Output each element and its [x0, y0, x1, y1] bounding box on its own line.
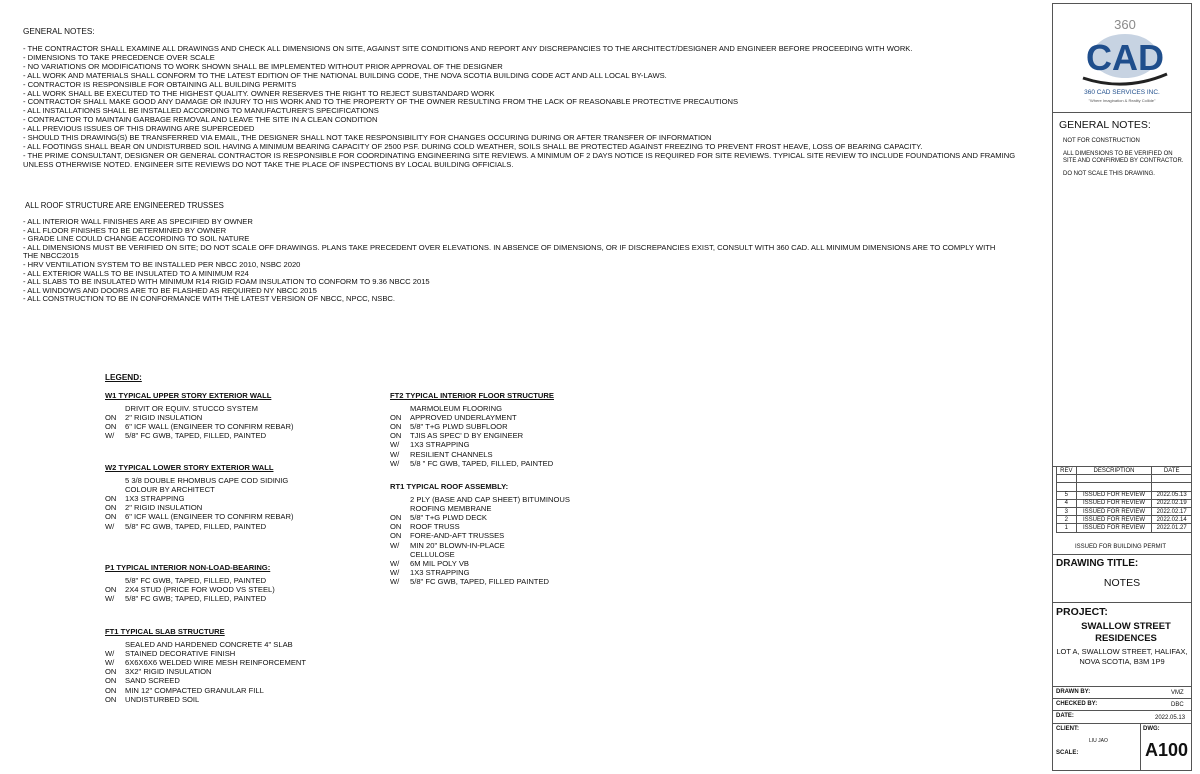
revision-row: [1057, 524, 1192, 532]
legend-w2: [105, 463, 294, 531]
legend-prefix: ON: [390, 413, 402, 423]
legend-text: 5 3/8 DOUBLE RHOMBUS CAPE COD SIDINIG: [125, 476, 289, 486]
legend-row: [105, 667, 306, 676]
legend-row: [390, 531, 570, 540]
drawing-title: NOTES: [1103, 577, 1141, 589]
legend-ft1: [105, 627, 306, 704]
legend-prefix: ON: [105, 685, 117, 695]
legend-row: [105, 404, 294, 413]
drawn-by-value: VMZ: [1171, 690, 1184, 696]
general-note-line: - ALL PREVIOUS ISSUES OF THIS DRAWING ARE SUPERCEDED: [23, 124, 255, 134]
general-note-line: - THE CONTRACTOR SHALL EXAMINE ALL DRAWINGS AND CHECK ALL DIMENSIONS ON SITE, AGAINST SITE CONDITIONS AND REPORT ANY DISCREPANCIES TO THE ARCHITECT/DESIGNER AND ENGINEER BEFORE PROCEEDING WITH WORK.: [23, 44, 913, 53]
legend-title: LEGEND:: [105, 373, 142, 382]
legend-prefix: W/: [390, 567, 400, 577]
legend-prefix: [105, 640, 125, 649]
legend-text: 2 PLY (BASE AND CAP SHEET) BITUMINOUS: [410, 495, 570, 505]
revision-cell: 2022.02.19: [1152, 499, 1192, 507]
general-notes-list: [23, 45, 1033, 170]
legend-prefix: W/: [390, 458, 400, 468]
legend-text: 6X6X6X6 WELDED WIRE MESH REINFORCEMENT: [125, 658, 307, 668]
logo-360-text: 360: [1114, 17, 1136, 32]
legend-prefix: W/: [390, 576, 400, 586]
legend-row: [105, 503, 294, 512]
legend-row: [390, 568, 570, 577]
legend-row: [105, 658, 306, 667]
dwg-label: DWG:: [1143, 726, 1160, 732]
legend-row: [105, 485, 294, 494]
legend-text: MARMOLEUM FLOORING: [410, 404, 502, 414]
tb-note: DO NOT SCALE THIS DRAWING.: [1063, 171, 1155, 177]
legend-heading: P1 TYPICAL INTERIOR NON-LOAD-BEARING:: [105, 563, 271, 572]
legend-prefix: ON: [105, 503, 117, 513]
client-value: LIU JAO: [1089, 738, 1108, 744]
general-note-line: - DIMENSIONS TO TAKE PRECEDENCE OVER SCALE: [23, 52, 215, 62]
roof-structure-note: ALL ROOF STRUCTURE ARE ENGINEERED TRUSSES: [25, 201, 224, 210]
legend-heading: FT1 TYPICAL SLAB STRUCTURE: [105, 627, 225, 636]
legend-row: [105, 594, 275, 603]
legend-prefix: [390, 550, 410, 559]
legend-prefix: [390, 504, 410, 513]
legend-row: [105, 476, 294, 485]
legend-row: [105, 522, 294, 531]
legend-text: 5/8" T+G PLWD SUBFLOOR: [410, 422, 508, 432]
legend-prefix: ON: [390, 513, 402, 523]
legend-heading: W1 TYPICAL UPPER STORY EXTERIOR WALL: [105, 391, 272, 400]
legend-heading: W2 TYPICAL LOWER STORY EXTERIOR WALL: [105, 463, 274, 472]
legend-text: 5/8" FC GWB, TAPED, FILLED, PAINTED: [125, 431, 267, 441]
legend-text: MIN 12" COMPACTED GRANULAR FILL: [125, 685, 264, 695]
legend-prefix: ON: [105, 422, 117, 432]
legend-row: [105, 413, 294, 422]
legend-text: ROOFING MEMBRANE: [410, 504, 492, 514]
tb-general-notes-title: GENERAL NOTES:: [1059, 119, 1151, 131]
revision-cell: 1: [1057, 524, 1077, 532]
logo-cad-text: CAD: [1086, 37, 1164, 78]
legend-text: 5/8" FC GWB, TAPED, FILLED, PAINTED: [125, 521, 267, 531]
legend-prefix: W/: [390, 558, 400, 568]
note-line: - GRADE LINE COULD CHANGE ACCORDING TO SOIL NATURE: [23, 234, 250, 244]
general-note-line: - ALL WORK AND MATERIALS SHALL CONFORM TO THE LATEST EDITION OF THE NATIONAL BUILDING CODE, THE NOVA SCOTIA BUILDING CODE ACT AND ALL LOCAL BY-LAWS.: [23, 70, 667, 80]
rev-header-cell: REV: [1057, 467, 1077, 475]
legend-row: [105, 512, 294, 521]
legend-prefix: ON: [105, 585, 117, 595]
general-note-line: - ALL WORK SHALL BE EXECUTED TO THE HIGHEST QUALITY. OWNER RESERVES THE RIGHT TO REJECT SUBSTANDARD WORK: [23, 88, 495, 98]
legend-ft2: [390, 391, 554, 468]
dwg-number: A100: [1145, 740, 1189, 760]
legend-text: 5/8" FC GWB; TAPED, FILLED, PAINTED: [125, 594, 267, 604]
revision-cell: 2022.01.27: [1152, 524, 1192, 532]
legend-w1: [105, 391, 294, 440]
legend-prefix: ON: [105, 694, 117, 704]
project-label: PROJECT:: [1056, 606, 1108, 618]
title-block: [1052, 3, 1192, 771]
revision-row: [1057, 491, 1192, 499]
legend-row: [105, 640, 306, 649]
legend-heading: FT2 TYPICAL INTERIOR FLOOR STRUCTURE: [390, 391, 554, 400]
legend-prefix: [390, 495, 410, 504]
legend-text: 5/8" T+G PLWD DECK: [410, 513, 487, 523]
legend-prefix: W/: [105, 649, 115, 659]
date-label: DATE:: [1056, 713, 1074, 719]
legend-prefix: ON: [390, 531, 402, 541]
legend-text: 1X3 STRAPPING: [410, 440, 470, 450]
general-note-line: - CONTRACTOR IS RESPONSIBLE FOR OBTAINING ALL BUILDING PERMITS: [23, 79, 297, 89]
legend-text: FORE-AND-AFT TRUSSES: [410, 531, 505, 541]
legend-row: [390, 504, 570, 513]
legend-text: 1X3 STRAPPING: [125, 494, 185, 504]
note-line: - HRV VENTILATION SYSTEM TO BE INSTALLED PER NBCC 2010, NSBC 2020: [23, 259, 301, 269]
title-block-general-notes: [1053, 114, 1191, 467]
legend-prefix: [390, 404, 410, 413]
legend-text: 1X3 STRAPPING: [410, 567, 470, 577]
legend-row: [390, 577, 570, 586]
legend-prefix: [105, 485, 125, 494]
legend-prefix: ON: [105, 413, 117, 423]
legend-row: [105, 576, 275, 585]
legend-prefix: ON: [105, 676, 117, 686]
drawing-title-label: DRAWING TITLE:: [1056, 558, 1139, 569]
general-notes-heading: GENERAL NOTES:: [23, 27, 95, 36]
legend-text: 2X4 STUD (PRICE FOR WOOD VS STEEL): [125, 585, 275, 595]
scale-label: SCALE:: [1056, 750, 1079, 756]
legend-row: [390, 522, 570, 531]
legend-row: [105, 686, 306, 695]
revision-row: [1057, 507, 1192, 515]
note-line: - ALL CONSTRUCTION TO BE IN CONFORMANCE WITH THE LATEST VERSION OF NBCC, NPCC, NSBC.: [23, 294, 395, 304]
revision-cell: ISSUED FOR REVIEW: [1076, 499, 1152, 507]
legend-text: 5/8" FC GWB, TAPED, FILLED, PAINTED: [125, 576, 267, 586]
general-note-line: - ALL FOOTINGS SHALL BEAR ON UNDISTURBED SOIL HAVING A MINIMUM BEARING CAPACITY OF 2500 PSF. DURING COLD WEATHER, SOILS SHALL BE PROTECTED AGAINST FREEZING TO PREVENT FROST HEAVE, LOSS OF BEARING CAPACITY.: [23, 141, 923, 151]
legend-row: [105, 585, 275, 594]
legend-text: CELLULOSE: [410, 549, 455, 559]
legend-row: [105, 494, 294, 503]
legend-prefix: ON: [390, 522, 402, 532]
legend-row: [105, 649, 306, 658]
legend-text: COLOUR BY ARCHITECT: [125, 485, 215, 495]
legend-text: UNDISTURBED SOIL: [125, 694, 200, 704]
legend-text: 6" ICF WALL (ENGINEER TO CONFIRM REBAR): [125, 422, 294, 432]
revision-cell: ISSUED FOR REVIEW: [1076, 516, 1152, 524]
legend-row: [105, 431, 294, 440]
date-value: 2022.05.13: [1155, 715, 1186, 721]
company-logo: [1053, 4, 1191, 113]
revision-cell: ISSUED FOR REVIEW: [1076, 524, 1152, 532]
checked-by-label: CHECKED BY:: [1056, 701, 1098, 707]
legend-prefix: ON: [105, 667, 117, 677]
general-note-line: - CONTRACTOR SHALL MAKE GOOD ANY DAMAGE OR INJURY TO HIS WORK AND TO THE PROPERTY OF THE OWNER RESULTING FROM THE LACK OF REASONABLE PROTECTIVE PRECAUTIONS: [23, 97, 739, 107]
general-note-line: - ALL INSTALLATIONS SHALL BE INSTALLED ACCORDING TO MANUFACTURER'S SPECIFICATIONS: [23, 106, 379, 116]
revision-table: [1056, 466, 1192, 533]
revision-cell: 2022.02.14: [1152, 516, 1192, 524]
legend-prefix: W/: [390, 540, 400, 550]
legend-heading: RT1 TYPICAL ROOF ASSEMBLY:: [390, 482, 509, 491]
legend-text: 3X2" RIGID INSULATION: [125, 667, 212, 677]
rev-header-cell: DESCRIPTION: [1076, 467, 1152, 475]
legend-text: 5/8 " FC GWB, TAPED, FILLED, PAINTED: [410, 458, 554, 468]
tb-note: ALL DIMENSIONS TO BE VERIFIED ON SITE AND CONFIRMED BY CONTRACTOR.: [1063, 151, 1184, 164]
project-name: SWALLOW STREET RESIDENCES: [1081, 621, 1171, 644]
legend-prefix: W/: [105, 594, 115, 604]
legend-text: SAND SCREED: [125, 676, 180, 686]
revision-row: [1057, 499, 1192, 507]
legend-row: [105, 422, 294, 431]
revision-cell: 2: [1057, 516, 1077, 524]
legend-prefix: [105, 576, 125, 585]
legend-row: [390, 450, 554, 459]
legend-text: 6M MIL POLY VB: [410, 558, 469, 568]
revision-cell: 2022.02.17: [1152, 507, 1192, 515]
legend-text: RESILIENT CHANNELS: [410, 449, 493, 459]
legend-text: 2" RIGID INSULATION: [125, 413, 203, 423]
company-name: 360 CAD SERVICES INC.: [1084, 89, 1160, 96]
legend-text: 5/8" FC GWB, TAPED, FILLED PAINTED: [410, 576, 549, 586]
company-tagline: "Where Imagination & Reality Collide": [1088, 98, 1156, 103]
note-line: - ALL SLABS TO BE INSULATED WITH MINIMUM R14 RIGID FOAM INSULATION TO CONFORM TO 9.36 NBCC 2015: [23, 277, 430, 287]
legend-text: DRIVIT OR EQUIV. STUCCO SYSTEM: [125, 404, 258, 414]
additional-notes-list: [23, 218, 1008, 304]
legend-prefix: [105, 404, 125, 413]
revision-cell: 2022.05.13: [1152, 491, 1192, 499]
legend-prefix: W/: [390, 440, 400, 450]
revision-cell: ISSUED FOR REVIEW: [1076, 491, 1152, 499]
legend-row: [105, 695, 306, 704]
legend-row: [390, 413, 554, 422]
legend-text: SEALED AND HARDENED CONCRETE 4" SLAB: [125, 640, 293, 650]
revision-cell: 5: [1057, 491, 1077, 499]
note-line: - ALL INTERIOR WALL FINISHES ARE AS SPECIFIED BY OWNER: [23, 217, 253, 226]
general-note-line: - THE PRIME CONSULTANT, DESIGNER OR GENERAL CONTRACTOR IS RESPONSIBLE FOR COORDINATING ENGINEERING SITE REVIEWS. A MINIMUM OF 2 DAYS NOTICE IS REQUIRED FOR SITE REVIEWS. TYPICAL SITE REVIEW TO INCLUDE FOUNDATIONS AND FRAMING UNLESS OTHERWISE NOTED. ENGINEER SITE REVIEWS DO NOT TAKE THE PLACE OF INSPECTIONS BY LOCAL BUILDING OFFICIALS.: [23, 150, 1016, 169]
legend-prefix: ON: [105, 512, 117, 522]
tb-note: NOT FOR CONSTRUCTION: [1063, 138, 1140, 144]
general-note-line: - NO VARIATIONS OR MODIFICATIONS TO WORK SHOWN SHALL BE IMPLEMENTED WITHOUT PRIOR APPROVAL OF THE DESIGNER: [23, 61, 503, 71]
general-note-line: - CONTRACTOR TO MAINTAIN GARBAGE REMOVAL AND LEAVE THE SITE IN A CLEAN CONDITION: [23, 115, 378, 125]
legend-prefix: W/: [390, 449, 400, 459]
legend-row: [390, 404, 554, 413]
project-address: LOT A, SWALLOW STREET, HALIFAX, NOVA SCOTIA, B3M 1P9: [1056, 647, 1188, 666]
legend-row: [390, 440, 554, 449]
legend-prefix: W/: [105, 431, 115, 441]
legend-text: MIN 20" BLOWN-IN-PLACE: [410, 540, 505, 550]
legend-prefix: ON: [390, 431, 402, 441]
legend-row: [390, 513, 570, 522]
legend-row: [390, 422, 554, 431]
revision-cell: ISSUED FOR REVIEW: [1076, 507, 1152, 515]
note-line: - ALL EXTERIOR WALLS TO BE INSULATED TO A MINIMUM R24: [23, 268, 249, 278]
legend-text: STAINED DECORATIVE FINISH: [125, 649, 236, 659]
legend-prefix: [105, 476, 125, 485]
revision-cell: 4: [1057, 499, 1077, 507]
client-label: CLIENT:: [1056, 726, 1079, 732]
legend-prefix: ON: [105, 494, 117, 504]
legend-prefix: W/: [105, 658, 115, 668]
rev-header-cell: DATE: [1152, 467, 1192, 475]
note-line: - ALL DIMENSIONS MUST BE VERIFIED ON SITE; DO NOT SCALE OFF DRAWINGS. PLANS TAKE PRECEDENT OVER ELEVATIONS. IN ABSENCE OF DIMENSIONS, OR IF DISCREPANCIES EXIST, CONSULT WITH 360 CAD. ALL MINIMUM DIMENSIONS ARE TO COMPLY WITH THE NBCC2015: [23, 242, 996, 261]
issued-status: ISSUED FOR BUILDING PERMIT: [1075, 544, 1167, 550]
legend-text: 6" ICF WALL (ENGINEER TO CONFIRM REBAR): [125, 512, 294, 522]
legend-row: [105, 676, 306, 685]
revision-row: [1057, 516, 1192, 524]
legend-rt1: [390, 482, 570, 586]
legend-row: [390, 459, 554, 468]
note-line: - ALL FLOOR FINISHES TO BE DETERMINED BY OWNER: [23, 225, 227, 235]
legend-p1: [105, 563, 275, 603]
legend-row: [390, 431, 554, 440]
legend-text: ROOF TRUSS: [410, 522, 460, 532]
note-line: - ALL WINDOWS AND DOORS ARE TO BE FLASHED AS REQUIRED NY NBCC 2015: [23, 285, 317, 295]
legend-row: [390, 559, 570, 568]
legend-prefix: ON: [390, 422, 402, 432]
general-note-line: - SHOULD THIS DRAWING(S) BE TRANSFERRED VIA EMAIL, THE DESIGNER SHALL NOT TAKE RESPONSIBILITY FOR CHANGES OCCURING DURING OR AFTER TRANSFER OF INFORMATION: [23, 133, 712, 143]
legend-text: APPROVED UNDERLAYMENT: [410, 413, 517, 423]
legend-row: [390, 541, 570, 550]
checked-by-value: DBC: [1171, 702, 1184, 708]
legend-prefix: W/: [105, 521, 115, 531]
legend-text: 2" RIGID INSULATION: [125, 503, 203, 513]
legend-text: TJIS AS SPEC' D BY ENGINEER: [410, 431, 524, 441]
drawn-by-label: DRAWN BY:: [1056, 689, 1091, 695]
legend-row: [390, 550, 570, 559]
legend-row: [390, 495, 570, 504]
revision-cell: 3: [1057, 507, 1077, 515]
tb-general-notes-body: [1063, 138, 1185, 178]
